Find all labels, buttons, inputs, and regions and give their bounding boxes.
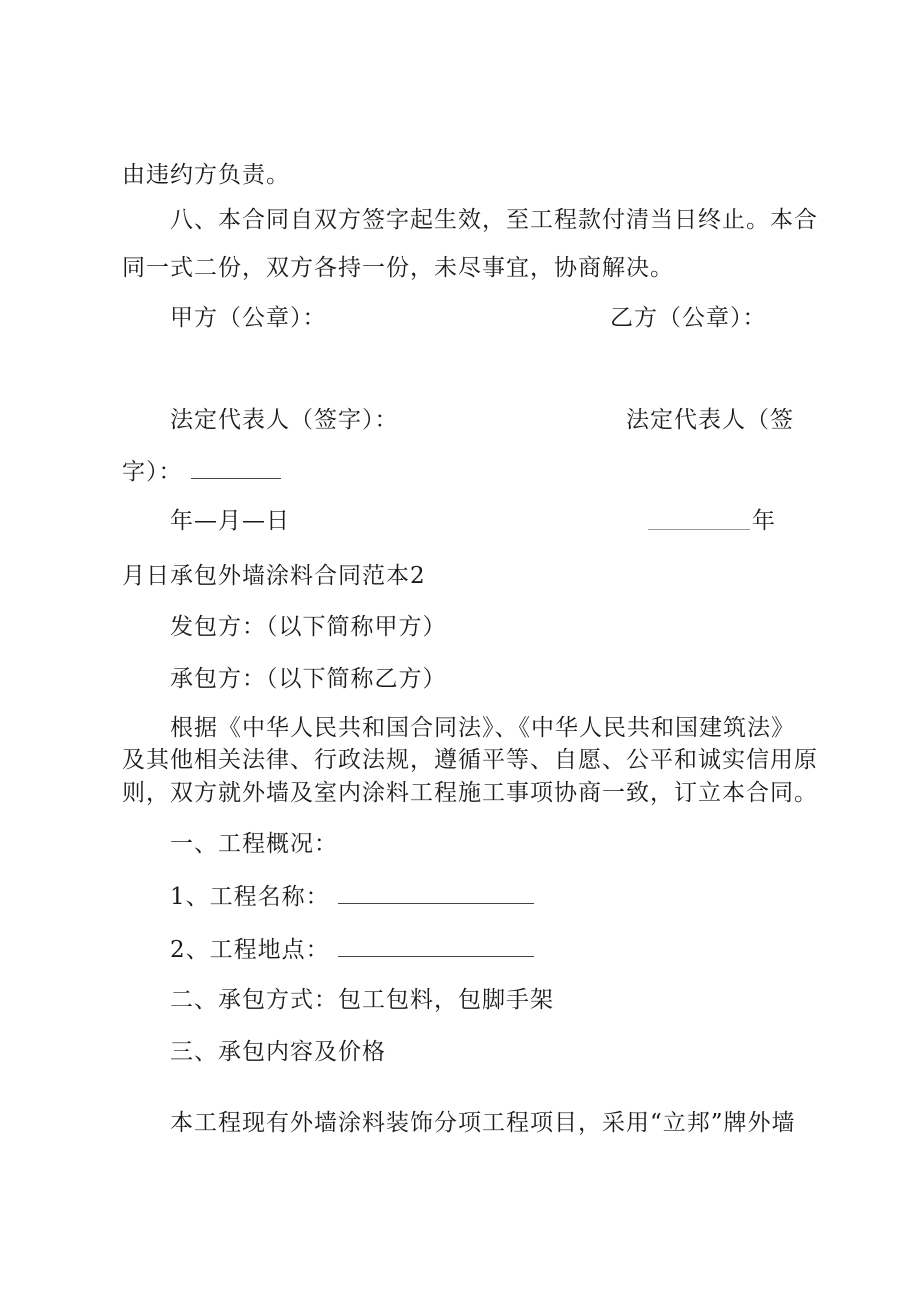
date-blank-line: [648, 529, 750, 530]
clause-8-line-2: 同一式二份，双方各持一份，未尽事宜，协商解决。: [122, 255, 674, 281]
section-1-heading: 一、工程概况：: [170, 831, 338, 857]
section-3-heading: 三、承包内容及价格: [170, 1039, 386, 1065]
party-b-representative-cont: [122, 456, 281, 487]
contractor-line: 承包方：（以下简称乙方）: [170, 666, 447, 692]
date-party-b-year: 年: [752, 508, 776, 534]
preamble-line-2: 及其他相关法律、行政法规，遵循平等、自愿、公平和诚实信用原: [122, 747, 818, 773]
party-a-seal-label: 甲方（公章）：: [170, 305, 327, 331]
text-line: 由违约方负责。: [122, 162, 290, 188]
clause-8-line-1: 八、本合同自双方签字起生效，至工程款付清当日终止。本合: [170, 207, 818, 233]
preamble-line-3: 则，双方就外墙及室内涂料工程施工事项协商一致，订立本合同。: [122, 780, 818, 806]
issuer-line: 发包方：（以下简称甲方）: [170, 614, 447, 640]
preamble-line-1: 根据《中华人民共和国合同法》、《中华人民共和国建筑法》: [170, 715, 795, 741]
signature-blank: [191, 456, 281, 479]
date-party-a: 年—月—日: [170, 508, 290, 534]
project-location-line: [170, 934, 534, 965]
project-name-line: [170, 881, 534, 912]
section-2-heading: 二、承包方式：包工包料，包脚手架: [170, 987, 554, 1013]
section-title: 月日承包外墙涂料合同范本2: [122, 563, 426, 589]
project-location-blank: [338, 934, 534, 957]
party-b-representative-label: 法定代表人（签: [626, 407, 794, 433]
party-a-representative-label: 法定代表人（签字）：: [170, 407, 399, 433]
project-name-blank: [338, 881, 534, 904]
representative-cont-text: 字）：: [122, 459, 183, 485]
section-3-paragraph: 本工程现有外墙涂料装饰分项工程项目，采用“立邦”牌外墙: [170, 1110, 796, 1136]
project-location-label: 2、工程地点：: [170, 937, 330, 963]
party-b-seal-label: 乙方（公章）：: [610, 305, 767, 331]
project-name-label: 1、工程名称：: [170, 884, 330, 910]
